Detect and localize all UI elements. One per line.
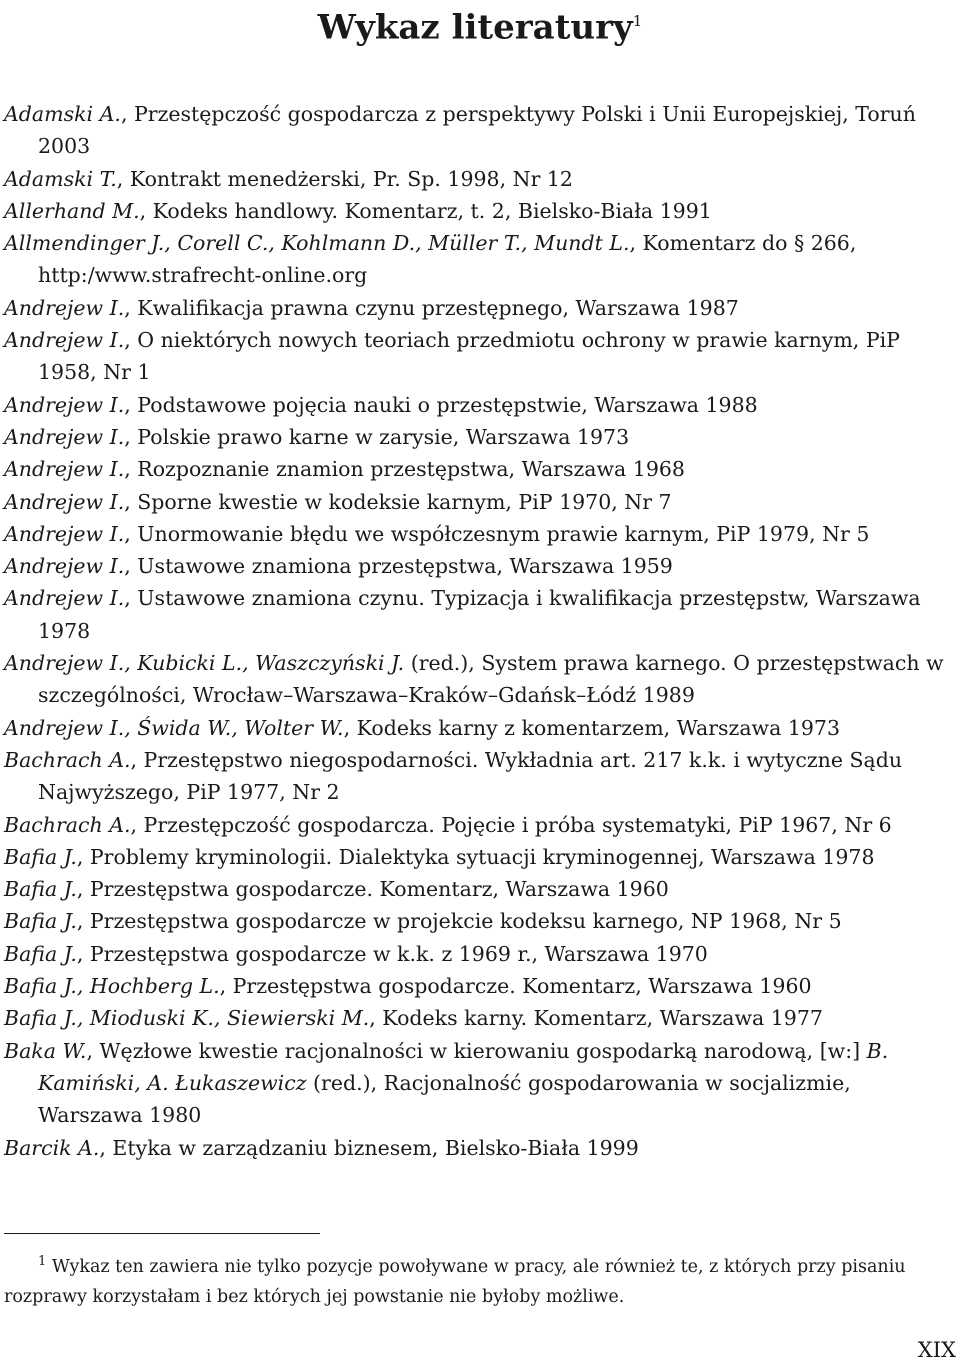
- footnote-reference: 1: [632, 12, 643, 30]
- entry-authors: Andrejew I.: [4, 521, 125, 546]
- entry-authors: Andrejew I.: [4, 586, 125, 611]
- bibliography-entry: [4, 744, 956, 809]
- bibliography-entry: [4, 518, 956, 550]
- entry-authors: Adamski T.: [4, 166, 117, 191]
- entry-details: , Ustawowe znamiona przestępstwa, Warszawa 1959: [124, 554, 673, 579]
- entry-details: (red.), System prawa karnego. O przestępstwach w szczególności, Wrocław–Warszawa–Kraków–Gdańsk–Łódź 1989: [38, 651, 944, 708]
- entry-authors: Andrejew I.: [4, 392, 125, 417]
- entry-details: , Podstawowe pojęcia nauki o przestępstwie, Warszawa 1988: [124, 392, 758, 417]
- page-number: XIX: [917, 1338, 956, 1362]
- entry-authors: Andrejew I.: [4, 295, 125, 320]
- bibliography-entry: [4, 98, 956, 163]
- bibliography-entry: [4, 421, 956, 453]
- entry-authors: Bafia J., Mioduski K., Siewierski M.: [4, 1006, 370, 1031]
- bibliography-entry: [4, 486, 956, 518]
- bibliography-entry: [4, 647, 956, 712]
- bibliography-entry: [4, 453, 956, 485]
- bibliography-entry: [4, 324, 956, 389]
- bibliography-entry: [4, 163, 956, 195]
- bibliography-entry: [4, 195, 956, 227]
- page-title: [4, 0, 956, 48]
- bibliography-entry: [4, 1035, 956, 1132]
- entry-details: , Ustawowe znamiona czynu. Typizacja i kwalifikacja przestępstw, Warszawa 1978: [38, 586, 921, 643]
- bibliography-entry: [4, 905, 956, 937]
- entry-authors: B. Kamiński, A. Łukaszewicz: [38, 1038, 889, 1095]
- bibliography-entry: [4, 1002, 956, 1034]
- entry-authors: Andrejew I., Kubicki L., Waszczyński J.: [4, 651, 405, 676]
- bibliography-entry: [4, 873, 956, 905]
- entry-details: , Przestępstwa gospodarcze. Komentarz, Warszawa 1960: [76, 877, 669, 902]
- entry-authors: Andrejew I.: [4, 424, 125, 449]
- entry-authors: Baka W.: [4, 1038, 87, 1063]
- bibliography-entry: [4, 292, 956, 324]
- bibliography-entry: [4, 809, 956, 841]
- entry-authors: Bachrach A.: [4, 747, 131, 772]
- entry-details: , Polskie prawo karne w zarysie, Warszawa 1973: [124, 424, 630, 449]
- entry-authors: Andrejew I.: [4, 457, 125, 482]
- entry-authors: Andrejew I.: [4, 328, 125, 353]
- bibliography-entry: [4, 841, 956, 873]
- bibliography-entry: [4, 550, 956, 582]
- entry-authors: Andrejew I.: [4, 489, 125, 514]
- entry-details: , Sporne kwestie w kodeksie karnym, PiP 1970, Nr 7: [124, 489, 672, 514]
- entry-details: , Kodeks karny z komentarzem, Warszawa 1973: [343, 715, 841, 740]
- entry-details: , Węzłowe kwestie racjonalności w kierowaniu gospodarką narodową, [w:]: [86, 1038, 867, 1063]
- entry-details: , Rozpoznanie znamion przestępstwa, Warszawa 1968: [124, 457, 685, 482]
- footnote: [4, 1247, 956, 1312]
- entry-details: , Przestępstwa gospodarcze w projekcie kodeksu karnego, NP 1968, Nr 5: [76, 909, 842, 934]
- entry-authors: Adamski A.: [4, 102, 121, 126]
- entry-authors: Bafia J.: [4, 909, 77, 934]
- bibliography-entry: [4, 227, 956, 292]
- entry-details: , Komentarz do § 266, http:/www.strafrecht-online.org: [38, 231, 857, 288]
- entry-details: (red.), Racjonalność gospodarowania w socjalizmie, Warszawa 1980: [38, 1070, 851, 1128]
- bibliography-entry: [4, 712, 956, 744]
- bibliography-list: [4, 98, 956, 1164]
- entry-details: , Unormowanie błędu we współczesnym prawie karnym, PiP 1979, Nr 5: [124, 521, 870, 546]
- entry-details: , Przestępstwo niegospodarności. Wykładnia art. 217 k.k. i wytyczne Sądu Najwyższego, PiP 1977, Nr 2: [38, 747, 903, 805]
- entry-authors: Bafia J., Hochberg L.: [4, 974, 220, 999]
- entry-authors: Andrejew I.: [4, 554, 125, 579]
- entry-details: , Przestępstwa gospodarcze w k.k. z 1969 r., Warszawa 1970: [76, 941, 708, 966]
- document-page: [4, 0, 956, 1366]
- bibliography-entry: [4, 938, 956, 970]
- entry-details: , Kodeks karny. Komentarz, Warszawa 1977: [369, 1006, 823, 1031]
- entry-authors: Allerhand M.: [4, 198, 140, 223]
- entry-details: , Przestępczość gospodarcza z perspektywy Polski i Unii Europejskiej, Toruń 2003: [38, 102, 916, 159]
- entry-details: , Przestępstwa gospodarcze. Komentarz, Warszawa 1960: [219, 974, 812, 999]
- entry-authors: Bafia J.: [4, 877, 77, 902]
- entry-details: , Etyka w zarządzaniu biznesem, Bielsko-Biała 1999: [99, 1135, 639, 1160]
- page-title-text: Wykaz literatury: [317, 7, 633, 48]
- entry-details: , Problemy kryminologii. Dialektyka sytuacji kryminogennej, Warszawa 1978: [76, 844, 875, 869]
- footnote-text: Wykaz ten zawiera nie tylko pozycje powoływane w pracy, ale również te, z których przy pisaniu rozprawy korzystałam i bez których jej powstanie nie byłoby możliwe.: [4, 1256, 906, 1307]
- entry-authors: Bafia J.: [4, 941, 77, 966]
- footnote-divider: [4, 1233, 320, 1234]
- bibliography-entry: [4, 970, 956, 1002]
- bibliography-entry: [4, 389, 956, 421]
- entry-details: , O niektórych nowych teoriach przedmiotu ochrony w prawie karnym, PiP 1958, Nr 1: [38, 328, 900, 385]
- entry-authors: Allmendinger J., Corell C., Kohlmann D., Müller T., Mundt L.: [4, 231, 630, 256]
- entry-authors: Bachrach A.: [4, 812, 131, 837]
- entry-details: , Kwalifikacja prawna czynu przestępnego, Warszawa 1987: [124, 295, 739, 320]
- entry-authors: Barcik A.: [4, 1135, 100, 1160]
- entry-details: , Kodeks handlowy. Komentarz, t. 2, Bielsko-Biała 1991: [139, 198, 712, 223]
- entry-details: , Przestępczość gospodarcza. Pojęcie i próba systematyki, PiP 1967, Nr 6: [130, 812, 892, 837]
- entry-authors: Andrejew I., Świda W., Wolter W.: [4, 715, 344, 740]
- bibliography-entry: [4, 1132, 956, 1164]
- entry-details: , Kontrakt menedżerski, Pr. Sp. 1998, Nr 12: [116, 166, 573, 191]
- entry-authors: Bafia J.: [4, 844, 77, 869]
- footnote-mark: 1: [38, 1254, 47, 1269]
- bibliography-entry: [4, 582, 956, 647]
